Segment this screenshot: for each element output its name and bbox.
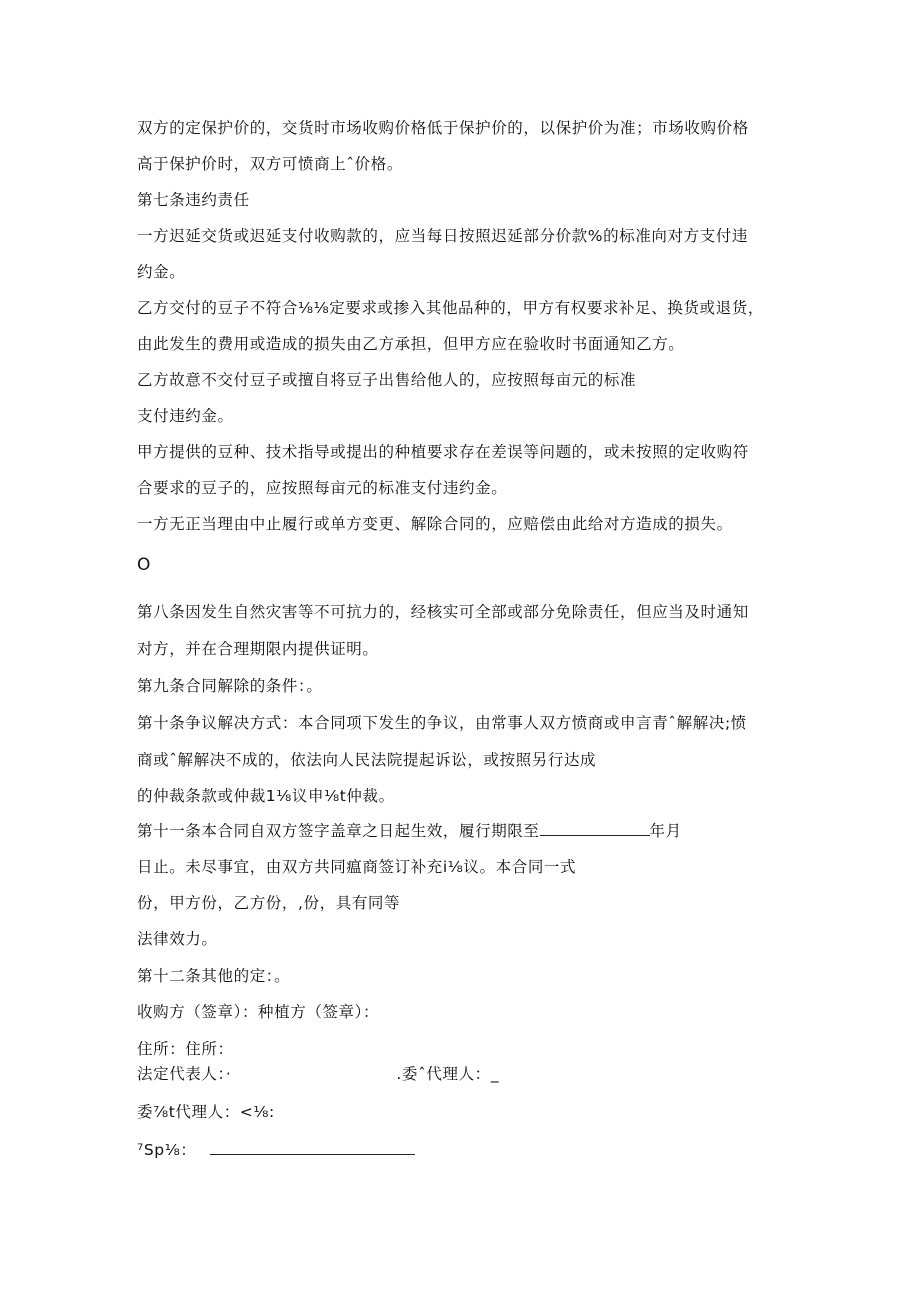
text-line: 由此发生的费用或造成的损失由乙方承担，但甲方应在验收时书面通知乙方。 <box>137 335 685 353</box>
text-line: O <box>137 555 151 575</box>
text-line: 合要求的豆子的，应按照每亩元的标准支付违约金。 <box>137 479 508 497</box>
text-line: 约金。 <box>137 263 186 281</box>
text-line <box>137 821 682 841</box>
signature-line: 收购方（签章）：种植方（签章）： <box>137 1003 380 1021</box>
text-line: 商或ˆ解解决不成的，依法向人民法院提起诉讼，或按照另行达成 <box>137 751 597 769</box>
address-line: 住所：住所： <box>137 1040 234 1058</box>
text-line: 双方的定保护价的，交货时市场收购价格低于保护价的，以保护价为准；市场收购价格 <box>137 119 749 137</box>
text-line: 一方迟延交货或迟延支付收购款的，应当每日按照迟延部分价款%的标准向对方支付违 <box>137 227 749 245</box>
text-line: 甲方提供的豆种、技术指导或提出的种植要求存在差误等问题的，或未按照的定收购符 <box>137 443 749 461</box>
text-segment: 年月 <box>649 822 682 840</box>
blank-line <box>540 821 650 836</box>
text-segment: ⁷Sp⅛： <box>137 1141 197 1159</box>
text-line: 日止。未尽事宜，由双方共同瘟商签订补充i⅛议。本合同一式 <box>137 858 577 876</box>
article-heading: 第七条违约责任 <box>137 191 250 209</box>
text-segment: 法定代表人：· <box>137 1065 232 1083</box>
text-segment: .委ˆ代理人：_ <box>396 1065 500 1083</box>
representative-line <box>137 1064 499 1084</box>
text-line: 第八条因发生自然灾害等不可抗力的，经核实可全部或部分免除责任，但应当及时通知 <box>137 603 749 621</box>
text-line: 一方无正当理由中止履行或单方变更、解除合同的，应赔偿由此给对方造成的损失。 <box>137 515 733 533</box>
text-line: 乙方交付的豆子不符合⅛⅛定要求或掺入其他品种的，甲方有权要求补足、换货或退货， <box>137 299 764 317</box>
text-line: 份，甲方份，乙方份，,份，具有同等 <box>137 894 401 912</box>
text-line: 法律效力。 <box>137 930 218 948</box>
text-line: 支付违约金。 <box>137 407 234 425</box>
text-line: 对方，并在合理期限内提供证明。 <box>137 640 379 658</box>
text-segment: 第十一条本合同自双方签字盖章之日起生效，履行期限至 <box>137 822 540 840</box>
text-line: 第十二条其他的定：。 <box>137 967 291 985</box>
final-line <box>137 1138 415 1160</box>
text-line: 高于保护价时，双方可愤商上ˆ价格。 <box>137 155 403 173</box>
agent-line: 委⅞t代理人：<⅛: <box>137 1103 275 1121</box>
text-line: 乙方故意不交付豆子或擅自将豆子出售给他人的，应按照每亩元的标准 <box>137 371 637 389</box>
text-line: 第十条争议解决方式：本合同项下发生的争议，由常事人双方愤商或申言青ˆ解解决;愤 <box>137 714 747 732</box>
blank-line <box>210 1138 415 1155</box>
text-line: 第九条合同解除的条件：。 <box>137 677 323 695</box>
text-line: 的仲裁条款或仲裁1⅛议申⅛t仲裁。 <box>137 787 395 805</box>
